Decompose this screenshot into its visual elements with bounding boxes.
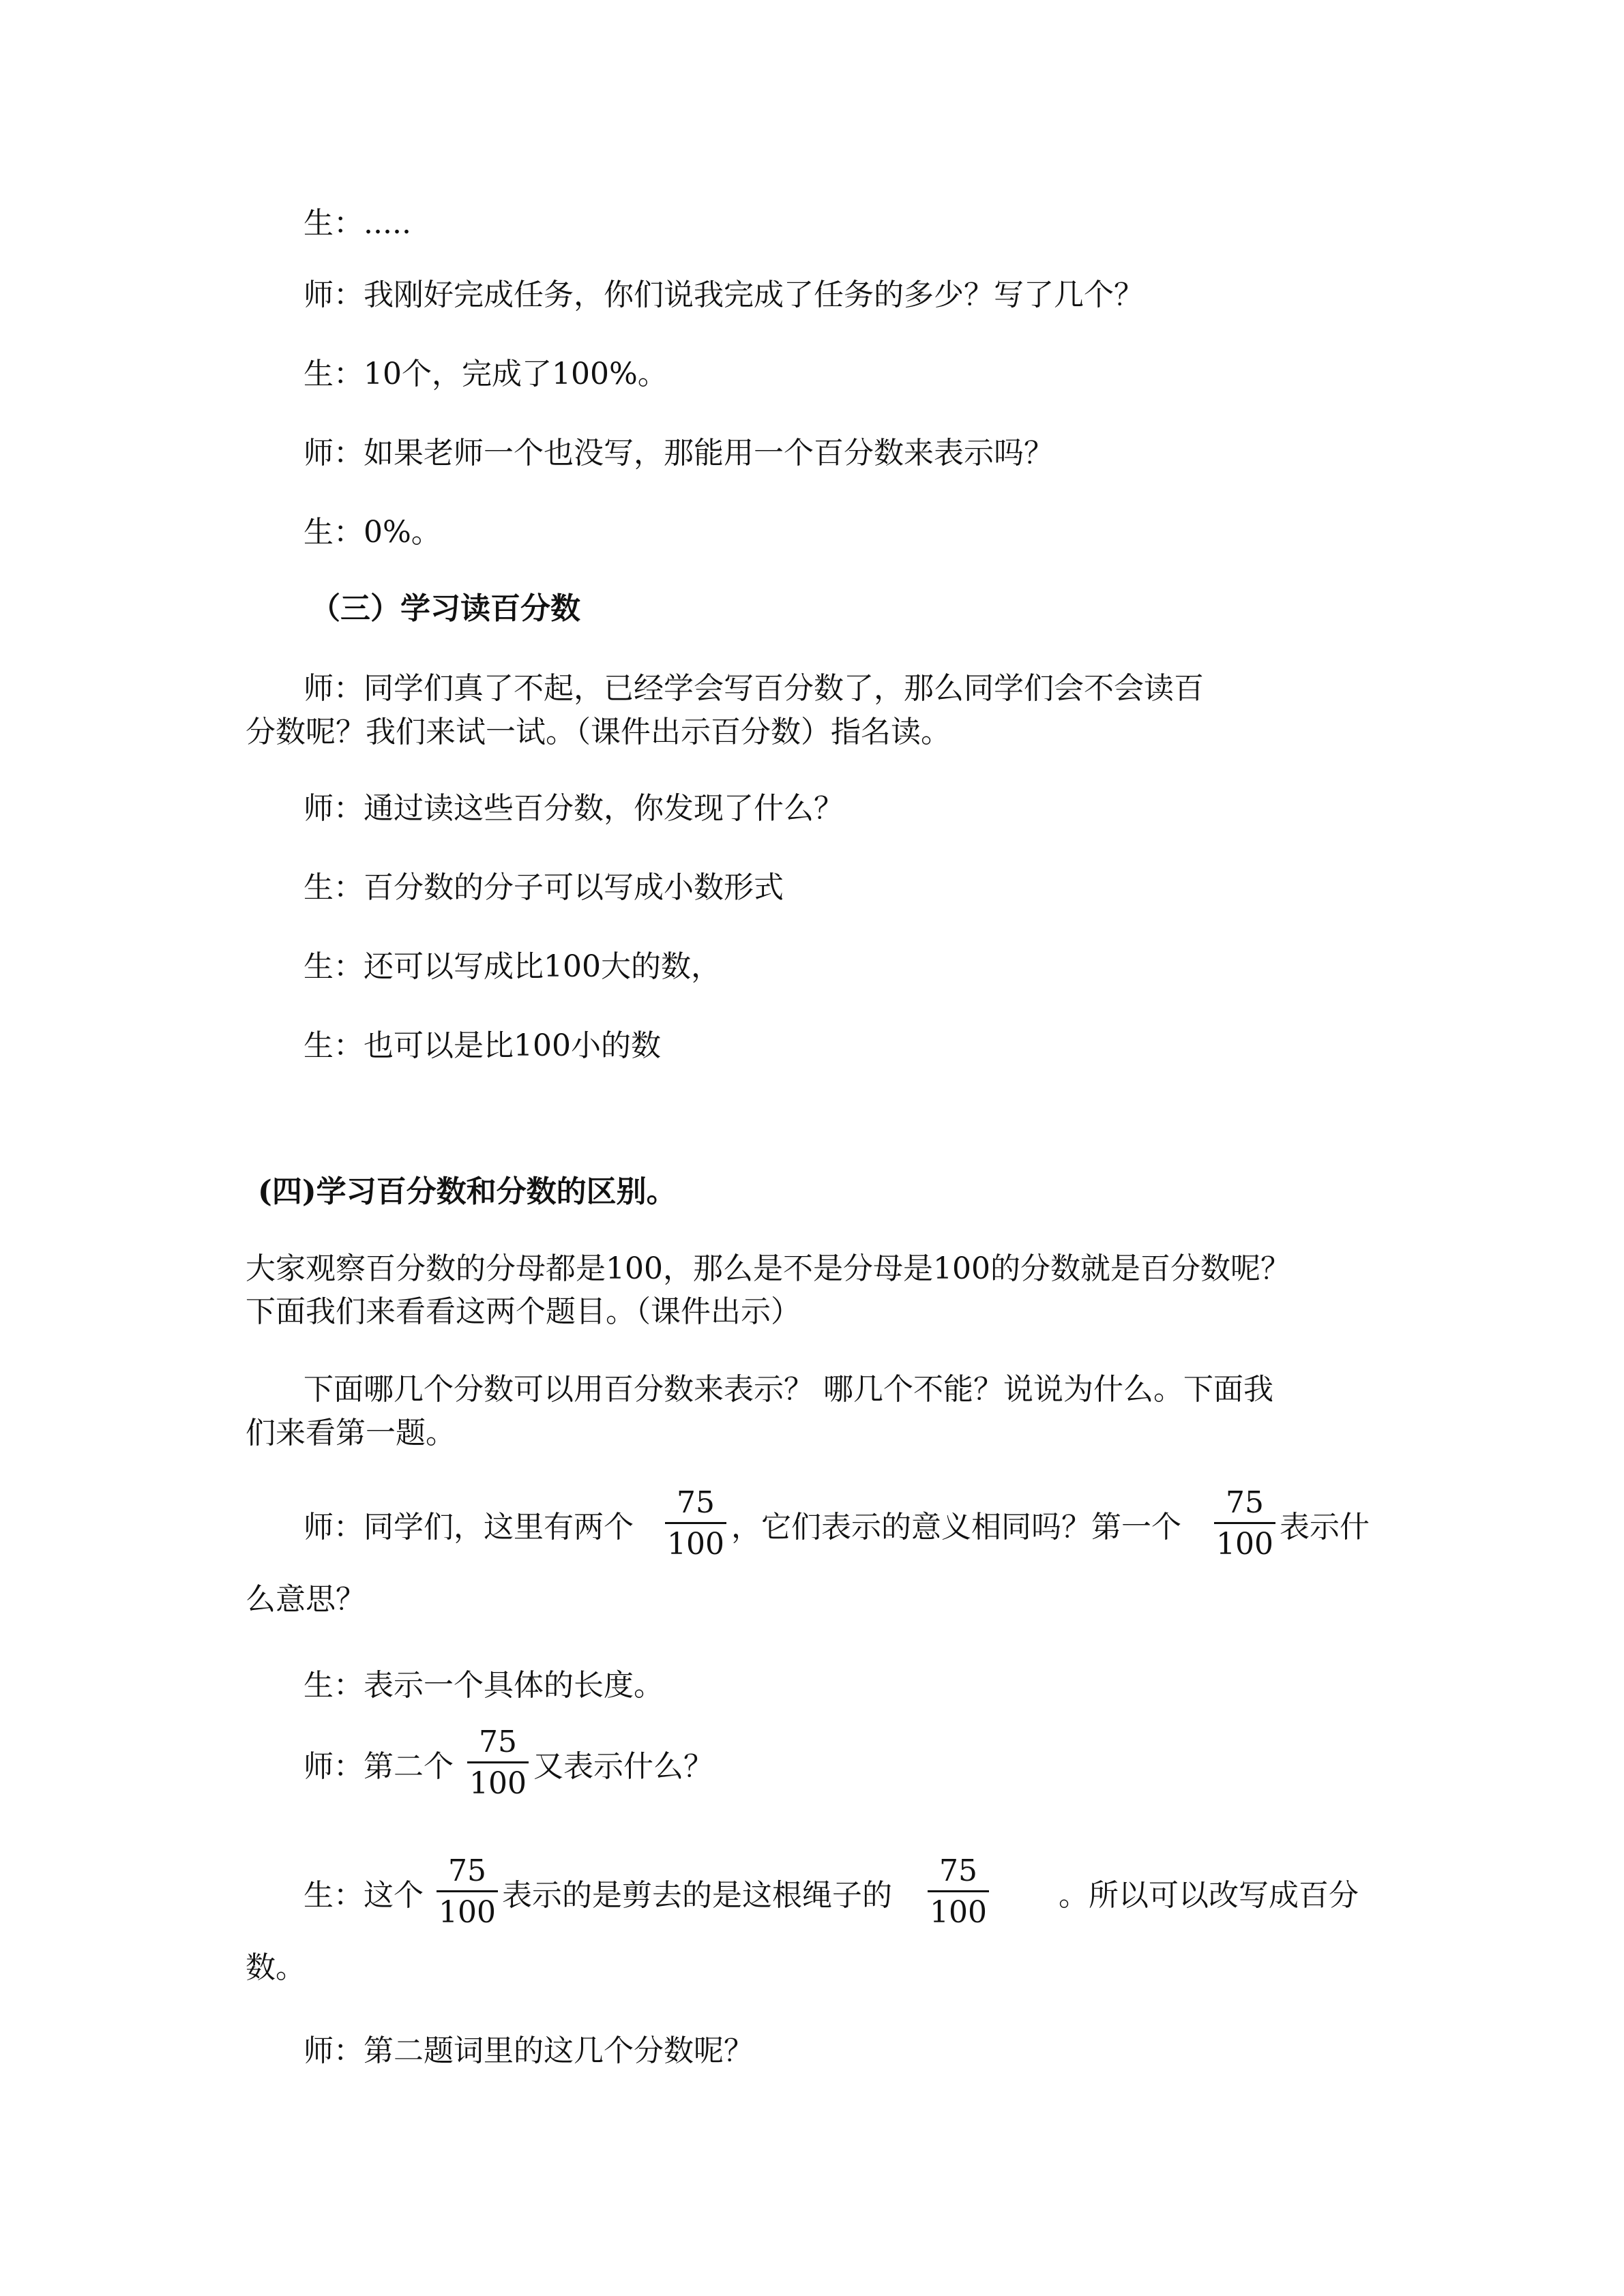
fraction-denominator: 100 [1216,1527,1273,1562]
fraction-bar [928,1890,989,1892]
fraction-bar [665,1522,726,1524]
fraction-denominator: 100 [930,1895,987,1930]
dialogue-line-9: 生：百分数的分子可以写成小数形式 [304,870,784,905]
dialogue-line-16-part-1: 师：同学们，这里有两个 [304,1510,634,1545]
fraction-numerator: 75 [677,1485,715,1520]
fraction-bar [437,1890,498,1892]
dialogue-line-16-part-2: ，它们表示的意义相同吗？第一个 [731,1510,1181,1545]
dialogue-line-20-part-2: 表示的是剪去的是这根绳子的 [502,1878,892,1913]
fraction-numerator: 75 [479,1725,517,1759]
fraction-numerator: 75 [448,1853,486,1888]
fraction-bar [1214,1522,1275,1524]
fraction-75-100 [437,1855,498,1929]
fraction-denominator: 100 [667,1527,724,1562]
dialogue-line-11: 生：也可以是比100小的数 [304,1028,661,1063]
dialogue-line-21: 数。 [246,1950,306,1985]
fraction-bar [467,1761,529,1763]
dialogue-line-4: 师：如果老师一个也没写，那能用一个百分数来表示吗？ [304,436,1054,471]
dialogue-line-16-part-3: 表示什 [1280,1510,1370,1545]
paragraph-line-12: 大家观察百分数的分母都是100，那么是不是分母是100的分数就是百分数呢？ [246,1251,1290,1286]
dialogue-line-19-part-2: 又表示什么？ [533,1749,713,1784]
dialogue-line-20-part-1: 生：这个 [304,1878,424,1913]
dialogue-line-10: 生：还可以写成比100大的数， [304,949,721,984]
dialogue-line-22: 师：第二题词里的这几个分数呢？ [304,2033,754,2068]
dialogue-line-8: 师：通过读这些百分数，你发现了什么？ [304,791,844,826]
dialogue-line-2: 师：我刚好完成任务，你们说我完成了任务的多少？写了几个？ [304,278,1144,312]
dialogue-line-20-part-3: 。所以可以改写成百分 [1059,1878,1359,1913]
fraction-denominator: 100 [469,1766,527,1801]
paragraph-line-15: 们来看第一题。 [246,1416,456,1450]
fraction-numerator: 75 [1226,1485,1264,1520]
paragraph-line-13: 下面我们来看看这两个题目。（课件出示） [246,1294,801,1329]
section-heading-4: (四)学习百分数和分数的区别。 [258,1174,677,1209]
section-heading-3: （三）学习读百分数 [310,591,580,626]
dialogue-line-3: 生：10个，完成了100%。 [304,357,668,391]
fraction-numerator: 75 [939,1853,977,1888]
dialogue-line-6: 师：同学们真了不起，已经学会写百分数了，那么同学们会不会读百 [304,671,1204,706]
dialogue-line-7: 分数呢？我们来试一试。（课件出示百分数）指名读。 [246,715,951,749]
fraction-75-100 [928,1855,989,1929]
paragraph-line-14: 下面哪几个分数可以用百分数来表示？ 哪几个不能？说说为什么。下面我 [304,1372,1273,1407]
dialogue-line-5: 生：0%。 [304,515,441,550]
fraction-75-100 [467,1726,529,1800]
fraction-75-100 [665,1487,726,1561]
dialogue-line-17: 么意思？ [246,1582,366,1617]
fraction-denominator: 100 [439,1895,496,1930]
dialogue-line-18: 生：表示一个具体的长度。 [304,1668,664,1703]
fraction-75-100 [1214,1487,1275,1561]
dialogue-line-19-part-1: 师：第二个 [304,1749,454,1784]
dialogue-line-1: 生：..... [304,206,411,241]
